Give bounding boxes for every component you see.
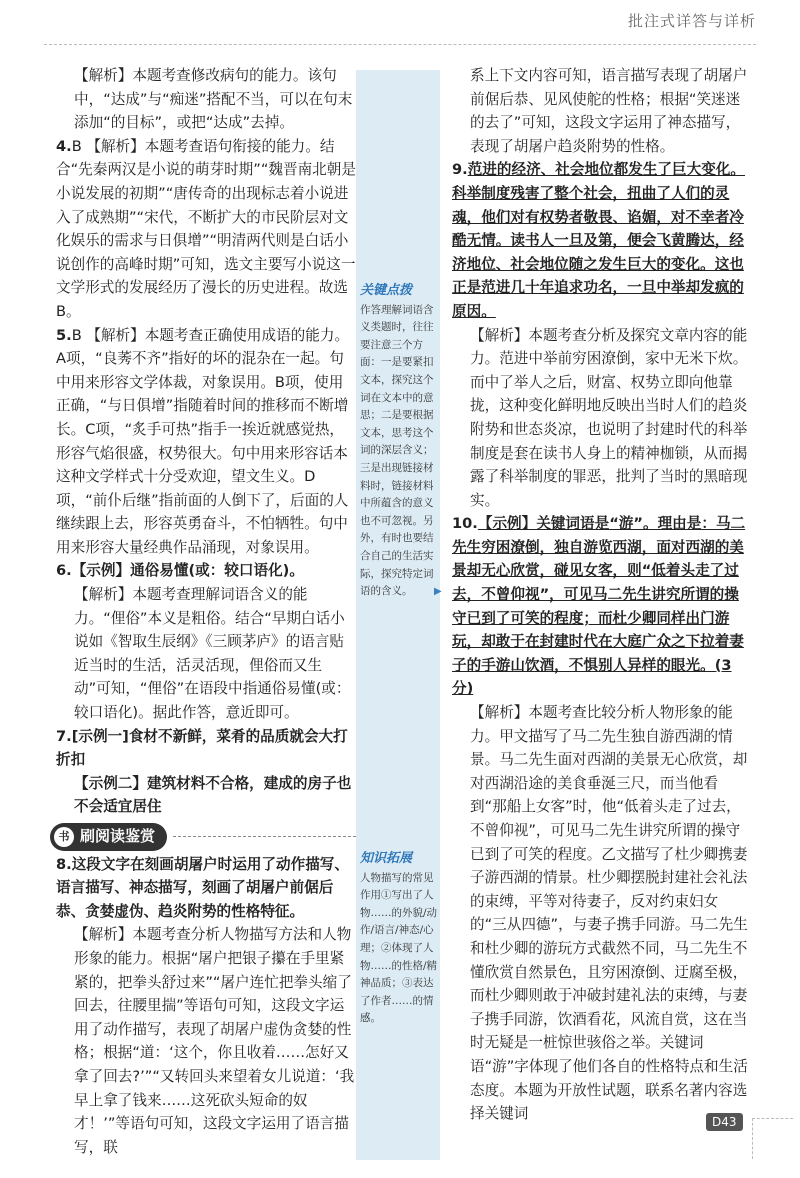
- question-number: 10.: [452, 515, 478, 533]
- header-divider: [44, 44, 756, 45]
- answer-text: B 【解析】本题考查语句衔接的能力。结合“先秦两汉是小说的萌芽时期”“魏晋南北朝是小说发展的初期”“唐传奇的出现标志着小说进入了成熟期”“宋代，不断扩大的市民阶层对文化娱乐的需求与日俱增”“明清两代则是白话小说创作的高峰时期”可知，选文主要写小说这一文学形式的发展经历了漫长的历史进程。故选B。: [56, 137, 356, 320]
- question-6: [56, 559, 356, 583]
- question-7: [56, 725, 356, 772]
- question-number: 4.: [56, 137, 72, 155]
- section-divider: [173, 836, 356, 837]
- running-header: 批注式详答与详析: [627, 12, 756, 30]
- answer-explanation: 【解析】本题考查分析人物描写方法和人物形象的能力。根据“屠户把银子攥在手里紧紧的，把拳头舒过来”“屠户连忙把拳头缩了回去，往腰里揣”等语句可知，这段文字运用了动作描写，表现了胡屠户虚伪贪婪的性格；根据“道：‘这个，你且收着……怎好又拿了回去?’”“又转回头来望着女儿说道：‘我早上拿了钱来……这死砍头短命的奴才！’”等语句可知，这段文字运用了语言描写，联: [74, 926, 355, 1156]
- question-9: [452, 158, 752, 323]
- pointer-arrow-icon: ▶: [434, 586, 442, 597]
- answer-key: 这段文字在刻画胡屠户时运用了动作描写、语言描写、神态描写，刻画了胡屠户前倨后恭、贪婪虚伪、趋炎附势的性格特征。: [56, 855, 349, 920]
- page-corner-decoration: [752, 1118, 793, 1159]
- tip-box-title: 关键点拨: [360, 283, 413, 298]
- right-column: [452, 64, 752, 1126]
- section-heading: [50, 823, 356, 851]
- question-10: [452, 512, 752, 701]
- question-4: [56, 135, 356, 324]
- answer-explanation: 【解析】本题考查理解词语含义的能力。“俚俗”本义是粗俗。结合“早期白话小说如《智取生辰纲》《三顾茅庐》的语言贴近当时的生活，活灵活现，俚俗而又生动”可知，“俚俗”在语段中指通俗易懂(或：较口语化)。据此作答，意近即可。: [74, 586, 351, 722]
- question-number: 8.: [56, 855, 72, 873]
- question-number: 5.: [56, 326, 72, 344]
- question-5: [56, 324, 356, 560]
- tip-box-title: 知识拓展: [360, 851, 413, 866]
- tip-box-text: 人物描写的常见作用①写出了人物……的外貌/动作/语言/神态/心理；②体现了人物……的性格/精神品质；③表达了作者……的情感。: [360, 871, 438, 1025]
- section-title: 刷阅读鉴赏: [80, 827, 156, 845]
- answer-key: 范进的经济、社会地位都发生了巨大变化。科举制度残害了整个社会，扭曲了人们的灵魂，他们对有权势者敬畏、谄媚，对不幸者冷酷无情。读书人一旦及第，便会飞黄腾达，经济地位、社会地位随之发生巨大的变化。这也正是范进几十年追求功名，一旦中举却发疯的原因。: [452, 161, 745, 320]
- answer-key: 【示例】通俗易懂(或：较口语化)。: [71, 562, 304, 580]
- answer-key: 【示例二】建筑材料不合格，建成的房子也不会适宜居住: [74, 774, 352, 816]
- book-icon: 书: [54, 827, 74, 847]
- question-8: [56, 853, 356, 924]
- page-number: D43: [706, 1113, 743, 1131]
- annotation-sidebar: [356, 70, 440, 1160]
- tip-box-text: 作答理解词语含义类题时，往往要注意三个方面：一是要紧扣文本，探究这个词在文本中的意思；二是要根据文本，思考这个词的深层含义；三是出现链接材料时，链接材料中所蕴含的意义也不可忽视。另外，有时也要结合自己的生活实际，探究特定词语的含义。: [360, 303, 434, 598]
- answer-paragraph: 【解析】本题考查修改病句的能力。该句中，“达成”与“痴迷”搭配不当，可以在句末添加“的目标”，或把“达成”去掉。: [74, 67, 353, 132]
- tip-box-key-points: [360, 282, 438, 601]
- answer-text: B 【解析】本题考查正确使用成语的能力。A项，“良莠不齐”指好的坏的混杂在一起。句中用来形容文学体裁，对象误用。B项，使用正确，“与日俱增”指随着时间的推移而不断增长。C项，“炙手可热”指手一挨近就感觉热，形容气焰很盛，权势很大。句中用来形容话本这种文学样式十分受欢迎，望文生义。D项，“前仆后继”指前面的人倒下了，后面的人继续跟上去，形容英勇奋斗，不怕牺牲。句中用来形容大量经典作品涌现，对象误用。: [56, 326, 350, 556]
- answer-key: 【示例】关键词语是“游”。理由是：马二先生穷困潦倒，独自游览西湖，面对西湖的美景却无心欣赏，碰见女客，则“低着头走了过去，不曾仰视”，可见马二先生讲究所谓的操守已到了可笑的程度；而杜少卿同样出门游玩，却敢于在封建时代在大庭广众之下拉着妻子的手游山饮酒，不惧别人异样的眼光。(3分): [452, 515, 746, 698]
- question-number: 9.: [452, 161, 468, 179]
- left-column: [56, 64, 356, 1159]
- question-number: 6.: [56, 562, 72, 580]
- answer-explanation: 【解析】本题考查比较分析人物形象的能力。甲文描写了马二先生独自游西湖的情景。马二先生面对西湖的美景无心欣赏，却对西湖沿途的美食垂涎三尺，而当他看到“那船上女客”时，他“低着头走了过去，不曾仰视”，可见马二先生讲究所谓的操守已到了可笑的程度。乙文描写了杜少卿携妻子游西湖的情景。杜少卿摆脱封建社会礼法的束缚，平等对待妻子，反对约束妇女的“三从四德”，与妻子携手同游。马二先生和杜少卿的游玩方式截然不同，马二先生不懂欣赏自然景色，且穷困潦倒、迂腐至极，而杜少卿则敢于冲破封建礼法的束缚，与妻子携手同游，饮酒看花，风流自赏，这在当时无疑是一桩惊世骇俗之举。关键词语“游”字体现了他们各自的性格特点和生活态度。本题为开放性试题，联系名著内容选择关键词: [470, 704, 748, 1123]
- answer-paragraph: 系上下文内容可知，语言描写表现了胡屠户前倨后恭、见风使舵的性格；根据“笑迷迷的去了”可知，这段文字运用了神态描写，表现了胡屠户趋炎附势的性格。: [470, 67, 748, 155]
- tip-box-knowledge: [360, 850, 438, 1028]
- answer-explanation: 【解析】本题考查分析及探究文章内容的能力。范进中举前穷困潦倒，家中无米下炊。而中了举人之后，财富、权势立即向他靠拢，这种变化鲜明地反映出当时人们的趋炎附势和世态炎凉，也说明了封建时代的科举制度是套在读书人身上的精神枷锁，从而揭露了科举制度的罪恶，批判了当时的黑暗现实。: [470, 326, 748, 509]
- answer-key: [示例一]食材不新鲜，菜肴的品质就会大打折扣: [56, 727, 348, 769]
- question-number: 7.: [56, 727, 72, 745]
- section-badge: [50, 823, 167, 851]
